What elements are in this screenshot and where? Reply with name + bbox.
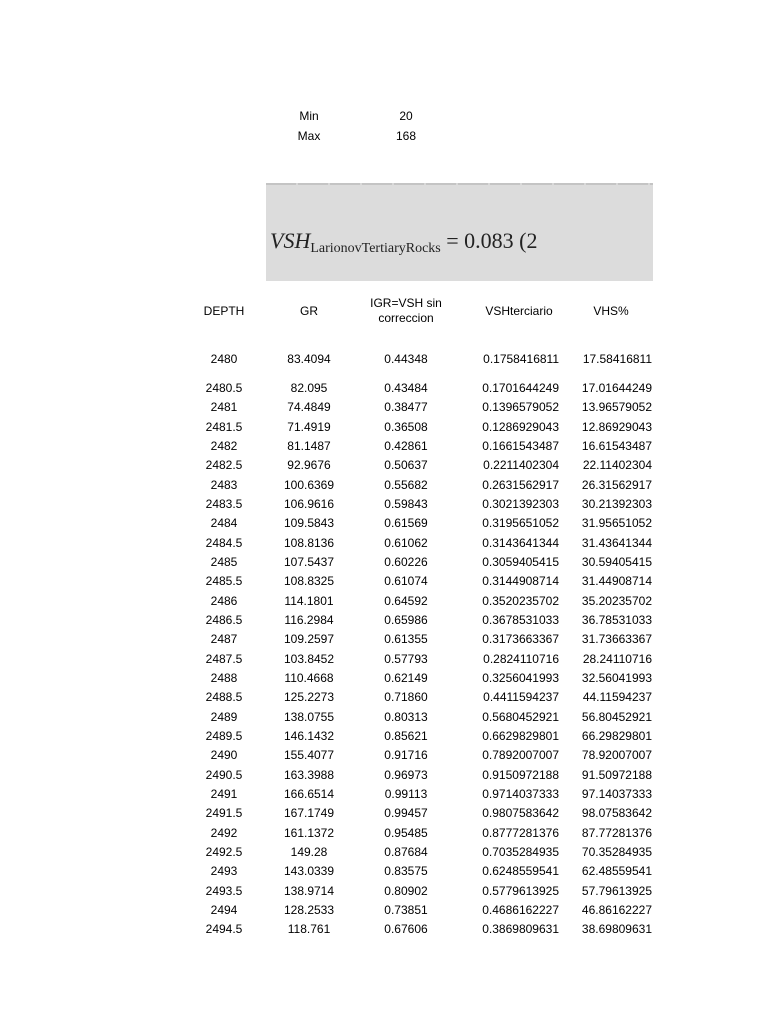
cell-depth: 2491.5 bbox=[205, 806, 243, 821]
cell-vsh: 0.3256041993 bbox=[482, 671, 559, 685]
cell-depth: 2481.5 bbox=[205, 419, 243, 434]
cell-vsh: 0.3195651052 bbox=[482, 516, 559, 531]
min-label: Min bbox=[299, 109, 319, 123]
cell-vsh: 0.2631562917 bbox=[482, 477, 559, 492]
cell-igr: 0.96973 bbox=[384, 767, 428, 782]
cell-gr: 100.6369 bbox=[283, 477, 335, 492]
cell-igr: 0.87684 bbox=[384, 844, 428, 859]
cell-depth: 2487 bbox=[210, 632, 238, 647]
cell-vhs: 36.78531033 bbox=[581, 613, 652, 627]
cell-igr: 0.61062 bbox=[384, 535, 428, 550]
cell-depth: 2490 bbox=[210, 748, 238, 763]
header-gr: GR bbox=[300, 304, 318, 318]
cell-igr: 0.50637 bbox=[384, 458, 428, 473]
cell-gr: 74.4849 bbox=[287, 400, 331, 415]
formula-text bbox=[270, 228, 538, 254]
cell-depth: 2492 bbox=[210, 825, 238, 840]
cell-vhs: 70.35284935 bbox=[581, 844, 652, 859]
cell-gr: 83.4094 bbox=[287, 352, 331, 366]
cell-igr: 0.71860 bbox=[384, 690, 428, 705]
cell-vhs: 87.77281376 bbox=[581, 825, 652, 840]
cell-vsh: 0.3520235702 bbox=[482, 593, 559, 608]
cell-depth: 2488 bbox=[210, 671, 238, 685]
cell-gr: 106.9616 bbox=[283, 497, 335, 511]
cell-vhs: 12.86929043 bbox=[581, 419, 652, 434]
cell-gr: 108.8325 bbox=[283, 574, 335, 589]
formula-rhs: = 0.083 (2 bbox=[446, 228, 538, 253]
cell-depth: 2493 bbox=[210, 864, 238, 879]
cell-gr: 71.4919 bbox=[287, 419, 331, 434]
cell-vhs: 44.11594237 bbox=[582, 690, 652, 705]
cell-vhs: 13.96579052 bbox=[581, 400, 652, 415]
cell-depth: 2492.5 bbox=[205, 844, 243, 859]
cell-igr: 0.64592 bbox=[384, 593, 428, 608]
header-vhs: VHS% bbox=[593, 304, 629, 318]
cell-vhs: 38.69809631 bbox=[581, 922, 652, 937]
cell-igr: 0.36508 bbox=[384, 419, 428, 434]
cell-igr: 0.99113 bbox=[384, 786, 428, 801]
cell-gr: 103.8452 bbox=[283, 651, 335, 666]
cell-depth: 2485.5 bbox=[205, 574, 243, 589]
cell-depth: 2481 bbox=[210, 400, 238, 415]
cell-igr: 0.67606 bbox=[384, 922, 428, 937]
cell-igr: 0.80313 bbox=[384, 709, 428, 724]
cell-gr: 149.28 bbox=[290, 844, 328, 859]
formula-subscript: LarionovTertiaryRocks bbox=[310, 241, 441, 256]
cell-vsh: 0.1701644249 bbox=[482, 381, 559, 395]
cell-gr: 109.5843 bbox=[283, 516, 335, 531]
cell-gr: 138.0755 bbox=[283, 709, 335, 724]
max-label: Max bbox=[297, 129, 321, 143]
cell-igr: 0.61355 bbox=[384, 632, 428, 647]
cell-depth: 2493.5 bbox=[205, 883, 243, 898]
cell-vsh: 0.3173663367 bbox=[482, 632, 559, 647]
cell-vhs: 62.48559541 bbox=[581, 864, 652, 879]
formula-image-border bbox=[266, 183, 653, 185]
cell-gr: 163.3988 bbox=[283, 767, 335, 782]
cell-depth: 2489 bbox=[210, 709, 238, 724]
cell-gr: 118.761 bbox=[287, 922, 331, 937]
cell-depth: 2480 bbox=[210, 352, 238, 366]
cell-vsh: 0.3059405415 bbox=[482, 555, 559, 569]
cell-vhs: 31.43641344 bbox=[581, 535, 652, 550]
cell-igr: 0.59843 bbox=[384, 497, 428, 511]
cell-igr: 0.61569 bbox=[384, 516, 428, 531]
cell-igr: 0.60226 bbox=[384, 555, 428, 569]
cell-depth: 2485 bbox=[210, 555, 238, 569]
cell-vhs: 32.56041993 bbox=[581, 671, 652, 685]
header-igr: IGR=VSH sin correccion bbox=[370, 296, 442, 325]
cell-gr: 143.0339 bbox=[283, 864, 335, 879]
cell-igr: 0.42861 bbox=[384, 439, 428, 453]
cell-depth: 2491 bbox=[210, 786, 238, 801]
cell-vhs: 16.61543487 bbox=[581, 439, 652, 453]
cell-igr: 0.73851 bbox=[384, 902, 428, 917]
header-depth: DEPTH bbox=[203, 304, 245, 318]
cell-gr: 82.095 bbox=[290, 381, 328, 395]
cell-vhs: 30.21392303 bbox=[581, 497, 652, 511]
cell-vsh: 0.9807583642 bbox=[482, 806, 559, 821]
formula-image bbox=[266, 183, 653, 281]
cell-vhs: 78.92007007 bbox=[581, 748, 652, 763]
cell-vsh: 0.5779613925 bbox=[482, 883, 559, 898]
max-value: 168 bbox=[395, 129, 417, 143]
cell-vsh: 0.7035284935 bbox=[482, 844, 559, 859]
cell-depth: 2490.5 bbox=[205, 767, 243, 782]
cell-depth: 2483 bbox=[210, 477, 238, 492]
cell-gr: 146.1432 bbox=[283, 728, 335, 743]
cell-gr: 109.2597 bbox=[283, 632, 335, 647]
cell-vsh: 0.9150972188 bbox=[482, 767, 559, 782]
cell-depth: 2486.5 bbox=[205, 613, 243, 627]
cell-vhs: 26.31562917 bbox=[581, 477, 652, 492]
cell-depth: 2488.5 bbox=[205, 690, 243, 705]
cell-vsh: 0.1396579052 bbox=[482, 400, 559, 415]
cell-depth: 2489.5 bbox=[205, 728, 243, 743]
cell-depth: 2487.5 bbox=[205, 651, 243, 666]
cell-depth: 2484 bbox=[210, 516, 238, 531]
cell-vhs: 56.80452921 bbox=[581, 709, 652, 724]
cell-igr: 0.62149 bbox=[384, 671, 428, 685]
cell-vhs: 31.73663367 bbox=[581, 632, 652, 647]
cell-igr: 0.61074 bbox=[384, 574, 428, 589]
cell-depth: 2494.5 bbox=[205, 922, 243, 937]
cell-depth: 2494 bbox=[210, 902, 238, 917]
cell-vsh: 0.4686162227 bbox=[482, 902, 559, 917]
cell-gr: 108.8136 bbox=[283, 535, 335, 550]
cell-vsh: 0.3869809631 bbox=[482, 922, 559, 937]
cell-gr: 125.2273 bbox=[283, 690, 335, 705]
cell-vsh: 0.3678531033 bbox=[482, 613, 559, 627]
cell-depth: 2484.5 bbox=[205, 535, 243, 550]
cell-vsh: 0.3144908714 bbox=[482, 574, 559, 589]
cell-igr: 0.65986 bbox=[384, 613, 428, 627]
cell-vhs: 66.29829801 bbox=[581, 728, 652, 743]
cell-gr: 167.1749 bbox=[283, 806, 335, 821]
cell-vsh: 0.3143641344 bbox=[482, 535, 559, 550]
cell-vhs: 97.14037333 bbox=[581, 786, 652, 801]
cell-depth: 2482.5 bbox=[205, 458, 243, 473]
cell-gr: 128.2533 bbox=[283, 902, 335, 917]
cell-gr: 138.9714 bbox=[283, 883, 335, 898]
cell-vsh: 0.3021392303 bbox=[482, 497, 559, 511]
cell-igr: 0.95485 bbox=[384, 825, 428, 840]
cell-gr: 107.5437 bbox=[283, 555, 335, 569]
cell-gr: 166.6514 bbox=[283, 786, 335, 801]
cell-vhs: 91.50972188 bbox=[581, 767, 652, 782]
cell-gr: 110.4668 bbox=[284, 671, 334, 685]
cell-vsh: 0.5680452921 bbox=[482, 709, 559, 724]
cell-igr: 0.99457 bbox=[384, 806, 428, 821]
cell-gr: 116.2984 bbox=[284, 613, 334, 627]
cell-vsh: 0.6248559541 bbox=[482, 864, 559, 879]
formula-lhs: VSH bbox=[270, 228, 311, 253]
cell-vsh: 0.1661543487 bbox=[482, 439, 559, 453]
cell-igr: 0.83575 bbox=[384, 864, 428, 879]
cell-depth: 2482 bbox=[210, 439, 238, 453]
cell-vhs: 46.86162227 bbox=[581, 902, 652, 917]
cell-igr: 0.44348 bbox=[384, 352, 428, 366]
header-vsh: VSHterciario bbox=[485, 304, 553, 318]
cell-igr: 0.38477 bbox=[384, 400, 428, 415]
cell-vsh: 0.2824110716 bbox=[483, 651, 559, 666]
cell-vsh: 0.9714037333 bbox=[482, 786, 559, 801]
cell-vsh: 0.4411594237 bbox=[483, 690, 559, 705]
cell-vhs: 28.24110716 bbox=[582, 651, 652, 666]
cell-depth: 2483.5 bbox=[205, 497, 243, 511]
cell-vsh: 0.6629829801 bbox=[482, 728, 559, 743]
cell-vhs: 31.44908714 bbox=[581, 574, 652, 589]
cell-vhs: 98.07583642 bbox=[581, 806, 652, 821]
min-value: 20 bbox=[399, 109, 413, 123]
cell-igr: 0.91716 bbox=[384, 748, 428, 763]
cell-vhs: 31.95651052 bbox=[581, 516, 652, 531]
cell-igr: 0.57793 bbox=[384, 651, 428, 666]
cell-gr: 81.1487 bbox=[287, 439, 331, 453]
cell-gr: 114.1801 bbox=[284, 593, 334, 608]
cell-gr: 92.9676 bbox=[287, 458, 331, 473]
cell-vhs: 57.79613925 bbox=[581, 883, 652, 898]
cell-igr: 0.55682 bbox=[384, 477, 428, 492]
cell-vsh: 0.1286929043 bbox=[482, 419, 559, 434]
cell-vsh: 0.2211402304 bbox=[483, 458, 559, 473]
cell-igr: 0.80902 bbox=[384, 883, 428, 898]
cell-igr: 0.85621 bbox=[384, 728, 428, 743]
cell-vhs: 17.01644249 bbox=[581, 381, 652, 395]
cell-vsh: 0.8777281376 bbox=[482, 825, 559, 840]
cell-vsh: 0.1758416811 bbox=[483, 352, 559, 366]
cell-gr: 161.1372 bbox=[283, 825, 335, 840]
cell-vhs: 35.20235702 bbox=[581, 593, 652, 608]
cell-vhs: 17.58416811 bbox=[582, 352, 652, 366]
cell-depth: 2486 bbox=[210, 593, 238, 608]
cell-vhs: 30.59405415 bbox=[581, 555, 652, 569]
cell-gr: 155.4077 bbox=[283, 748, 335, 763]
cell-vsh: 0.7892007007 bbox=[482, 748, 559, 763]
cell-depth: 2480.5 bbox=[205, 381, 243, 395]
cell-igr: 0.43484 bbox=[384, 381, 428, 395]
cell-vhs: 22.11402304 bbox=[582, 458, 652, 473]
